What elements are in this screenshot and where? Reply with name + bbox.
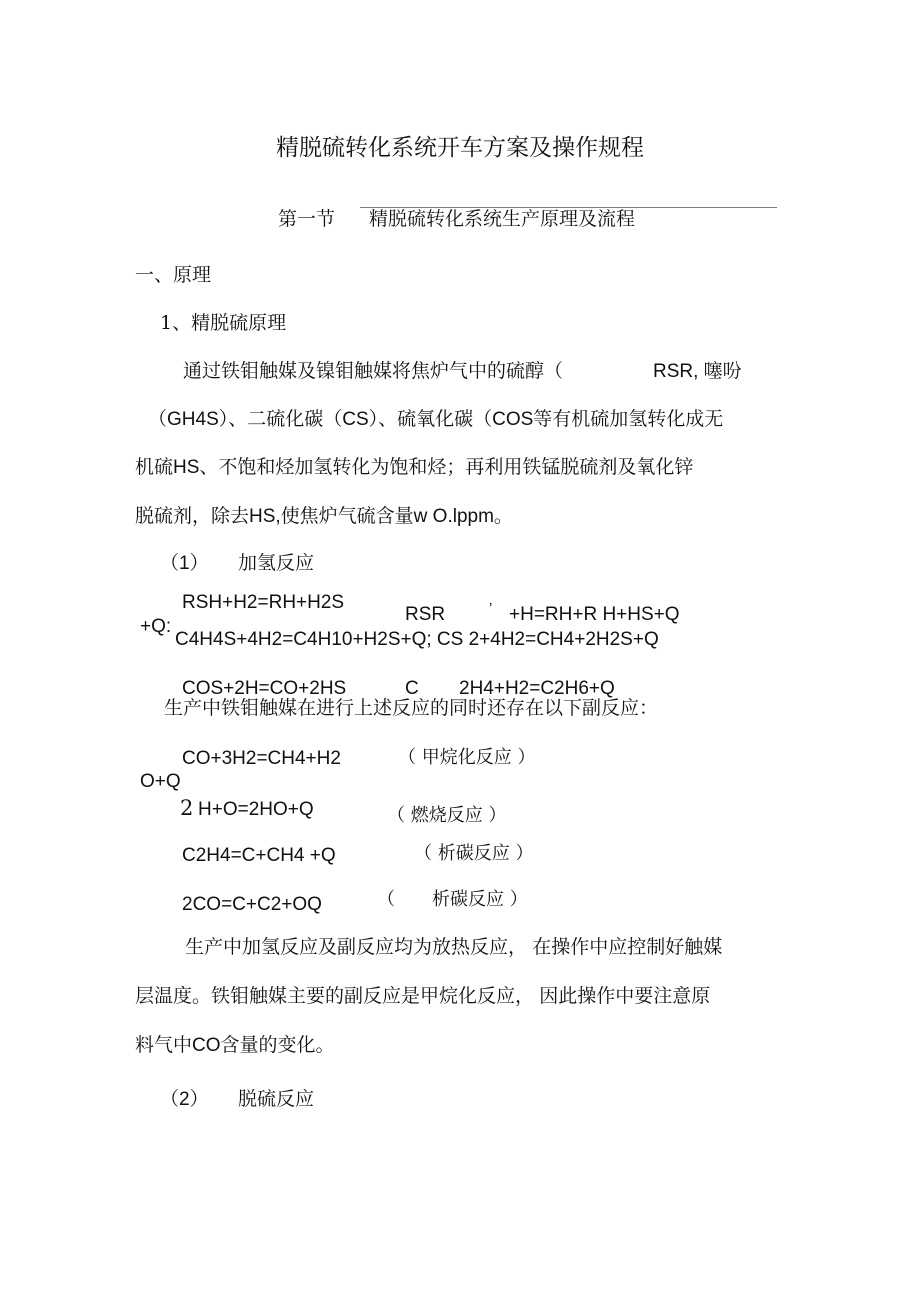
- side-reaction-2-note: （ 燃烧反应 ）: [387, 805, 507, 826]
- equation-2-products: +H=RH+R H+HS+Q: [509, 604, 680, 625]
- paragraph-1-part-a: 通过铁钼触媒及镍钼触媒将焦炉气中的硫醇（: [183, 360, 564, 382]
- paragraph-2: （GH4S）、二硫化碳（CS）、硫氧化碳（COS等有机硫加氢转化成无: [148, 409, 724, 430]
- side-reaction-4-equation: 2CO=C+C2+OQ: [182, 894, 322, 915]
- document-title: 精脱硫转化系统开车方案及操作规程: [276, 135, 644, 161]
- heading-desulf-principle: 1、精脱硫原理: [160, 312, 287, 334]
- subsection-2-title: 脱硫反应: [238, 1088, 315, 1110]
- side-reaction-2-equation: H+O=2HO+Q: [198, 799, 314, 820]
- side-reaction-1-equation: CO+3H2=CH4+H2: [182, 748, 341, 769]
- section-title: 精脱硫转化系统生产原理及流程: [369, 208, 636, 230]
- paragraph-7: 料气中CO含量的变化。: [135, 1035, 335, 1056]
- side-reaction-4-note: 析碳反应 ）: [432, 889, 528, 910]
- side-reaction-3-equation: C2H4=C+CH4 +Q: [182, 845, 336, 866]
- equation-3: C4H4S+4H2=C4H10+H2S+Q; CS 2+4H2=CH4+2H2S+Q: [175, 629, 659, 650]
- equation-4-part-b: C: [405, 678, 419, 699]
- side-reaction-intro: 生产中铁钼触媒在进行上述反应的同时还存在以下副反应：: [164, 697, 659, 719]
- subsection-2-number: （2）: [160, 1089, 209, 1110]
- section-number: 第一节: [278, 208, 336, 230]
- side-reaction-1-cut-fragment: O+Q: [140, 771, 181, 792]
- paragraph-1-part-b: RSR, 噻吩: [653, 361, 742, 382]
- equation-2-reactant: RSR: [405, 604, 446, 625]
- side-reaction-2-coefficient: 2: [180, 796, 194, 820]
- subsection-1-number: （1）: [160, 553, 209, 574]
- equation-4-part-a: COS+2H=CO+2HS: [182, 678, 347, 699]
- equation-1-cut-fragment: +Q:: [140, 616, 172, 637]
- paragraph-6: 层温度。铁钼触媒主要的副反应是甲烷化反应， 因此操作中要注意原: [135, 986, 711, 1007]
- paragraph-5: 生产中加氢反应及副反应均为放热反应， 在操作中应控制好触媒: [185, 937, 723, 958]
- paragraph-4: 脱硫剂，除去HS,使焦炉气硫含量w O.lppm。: [135, 506, 513, 527]
- equation-2-prime: ’: [489, 600, 493, 617]
- subsection-1-title: 加氢反应: [238, 552, 315, 574]
- side-reaction-1-note: （ 甲烷化反应 ）: [398, 747, 536, 768]
- heading-principle: 一、原理: [135, 264, 212, 286]
- equation-4-part-c: 2H4+H2=C2H6+Q: [459, 678, 615, 699]
- side-reaction-4-note-open: （: [377, 889, 395, 910]
- side-reaction-3-note: （ 析碳反应 ）: [414, 843, 534, 864]
- equation-1: RSH+H2=RH+H2S: [182, 592, 345, 613]
- paragraph-3: 机硫HS、不饱和烃加氢转化为饱和烃；再利用铁锰脱硫剂及氧化锌: [135, 457, 694, 478]
